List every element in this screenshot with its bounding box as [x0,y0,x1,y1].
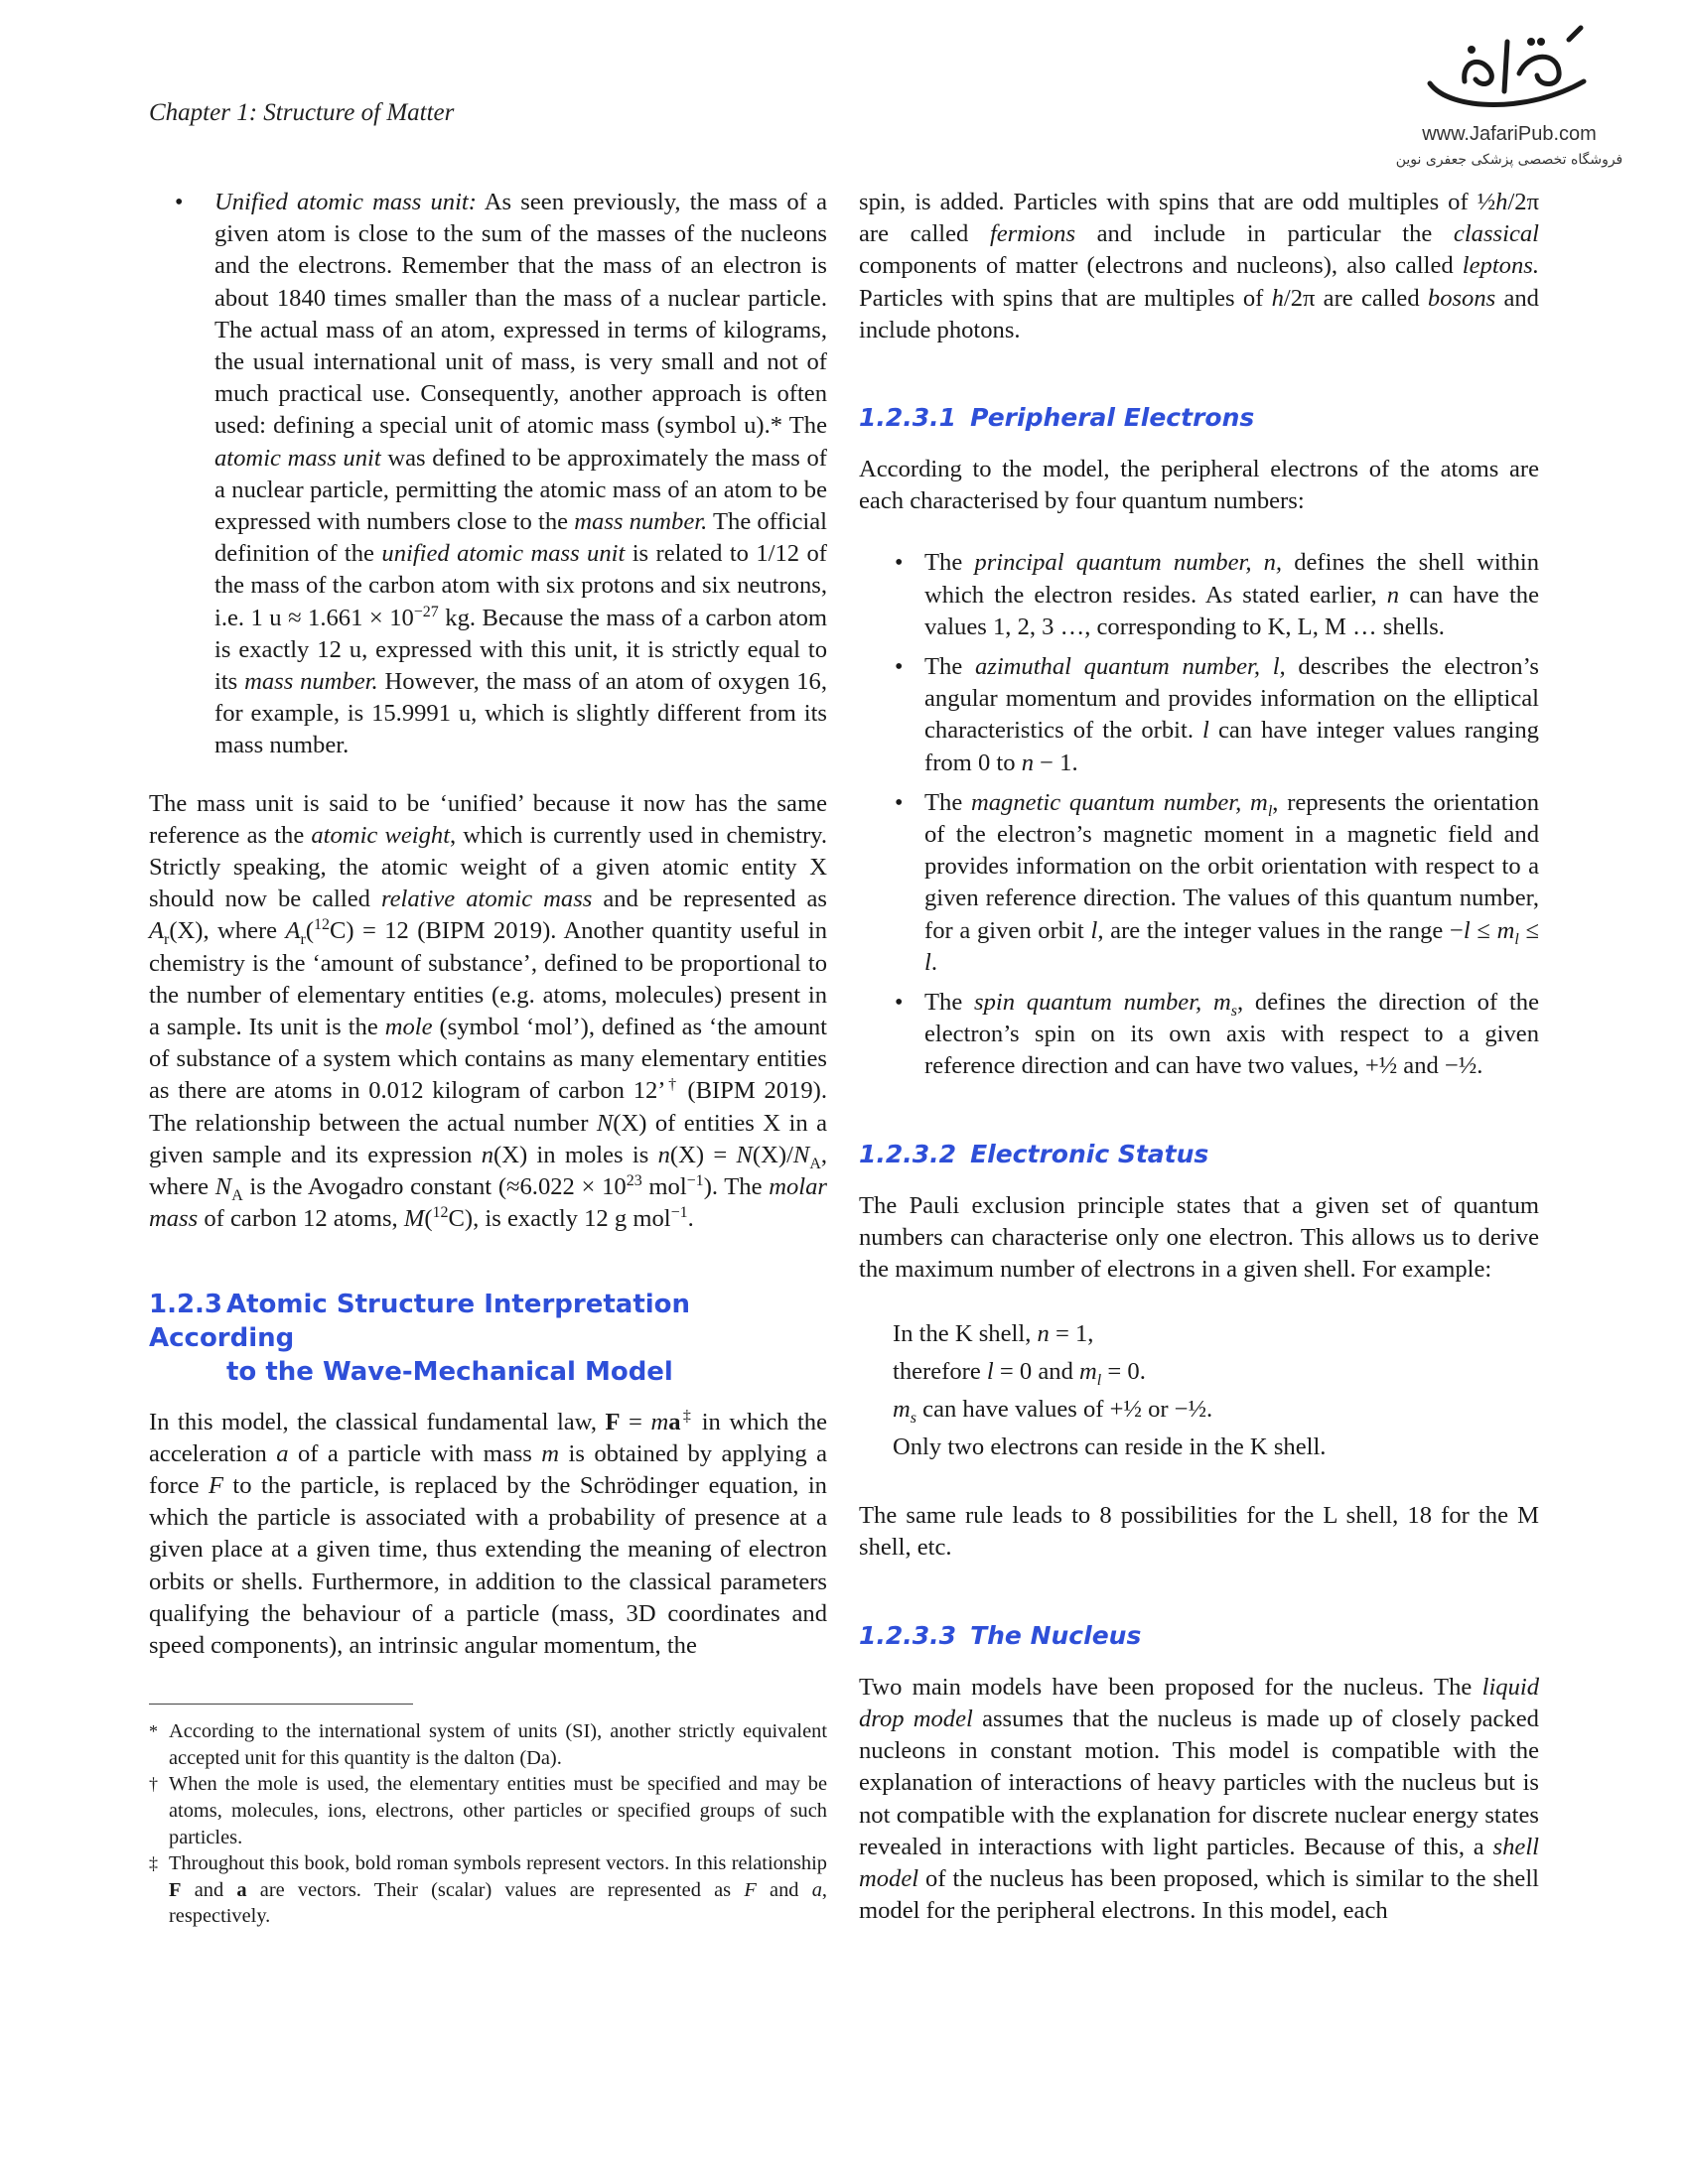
subsection-heading-peripheral-electrons: 1.2.3.1 Peripheral Electrons [859,403,1255,433]
footnote-3: ‡ Throughout this book, bold roman symbols represent vectors. In this relationship F and a are vectors. Their (scalar) values are represented as F and a, respectively. [149,1852,828,1928]
quantum-number-list [859,547,1539,1082]
list-item: • The principal quantum number, n, defines the shell within which the electron resides. As stated earlier, n can have the values 1, 2, 3 …, corresponding to K, L, M … shells. [859,547,1539,643]
example-line: therefore l = 0 and $m_l = 0$. [893,1358,1146,1390]
subsection-heading-electronic-status: 1.2.3.2 Electronic Status [859,1139,1209,1168]
section-heading-1-2-3 [149,1288,827,1389]
example-line: In the K shell, n = 1, [893,1320,1094,1348]
section-title-line2: to the Wave-Mechanical Model [226,1356,673,1387]
paragraph-quantum-intro: According to the model, the peripheral electrons of the atoms are each characterised by four quantum numbers: [859,456,1539,515]
list-item: • The azimuthal quantum number, l, describes the electron’s angular momentum and provides information on the elliptical characteristics of the orbit. l can have integer values ranging from 0 to n − 1. [859,651,1539,779]
footnote-2: † When the mole is used, the elementary entities must be specified and may be atoms, molecules, ions, electrons, other particles or specified groups of such particles. [149,1773,827,1848]
publisher-logo[interactable] [1395,22,1623,191]
footnote-1: * According to the international system of units (SI), another strictly equivalent accepted unit for this quantity is the dalton (Da). [149,1720,827,1769]
publisher-url[interactable]: www.JafariPub.com [1422,123,1597,145]
jafari-calligraphy-logo-icon [1410,22,1609,121]
publisher-tagline: فروشگاه تخصصی پزشکی جعفری نوین [1395,152,1623,168]
paragraph-spin: spin, is added. Particles with spins that are odd multiples of ½h/2π are called fermions and include in particular the classical components of matter (electrons and nucleons), also called leptons. Particles with spins that are multiples of h/2π are called bosons and include photons. [859,189,1539,343]
section-title-line1: Atomic Structure Interpretation According [149,1289,691,1353]
bullet-unified-atomic-mass-unit: • Unified atomic mass unit: As seen previously, the mass of a given atom is close to the sum of the masses of the nucleons and the electrons. Remember that the mass of an electron is about 1840 times smaller than the mass of a nuclear particle. The actual mass of an atom, expressed in terms of kilograms, the usual international unit of mass, is very small and not of much practical use. Consequently, another approach is often used: defining a special unit of atomic mass (symbol u).* The atomic mass unit was defined to be approximately the mass of a nuclear particle, permitting the atomic mass of an atom to be expressed with numbers close to the mass number. The official definition of the unified atomic mass unit is related to 1/12 of the mass of the carbon atom with six protons and six neutrons, i.e. 1 $u \approx 1.661 \times 10^{-27}$ kg. Because the mass of a carbon atom is exactly 12 u, expressed with this unit, it is strictly equal to its mass number. However, the mass of an atom of oxygen 16, for example, is 15.9991 u, which is slightly different from its mass number. [149,187,827,762]
left-column [149,187,827,1930]
example-line: Only two electrons can reside in the K shell. [893,1433,1327,1461]
list-item: • The spin quantum number, $m_s$, defines the direction of the electron’s spin on its own axis with respect to a given reference direction and can have two values, +½ and −½. [859,987,1539,1083]
paragraph-wave-model: In this model, the classical fundamental law, F = ma‡ in which the acceleration a of a particle with mass m is obtained by applying a force F to the particle, is replaced by the Schrödinger equation, in which the particle is associated with a probability of presence at a given place at a given time, thus extending the meaning of electron orbits or shells. Furthermore, in addition to the classical parameters qualifying the behaviour of a particle (mass, 3D coordinates and speed components), an intrinsic angular momentum, the [149,1407,828,1659]
paragraph-mass-unit: The mass unit is said to be ‘unified’ because it now has the same reference as the atomic weight, which is currently used in chemistry. Strictly speaking, the atomic weight of a given atomic entity X should now be called relative atomic mass and be represented as $A_r(X)$, where $A_r(^{12}C) = 12$ (BIPM 2019). Another quantity useful in chemistry is the ‘amount of substance’, defined to be proportional to the number of elementary entities (e.g. atoms, molecules) present in a sample. Its unit is the mole (symbol ‘mol’), defined as ‘the amount of substance of a system which contains as many elementary entities as there are atoms in 0.012 kilogram of carbon 12’† (BIPM 2019). The relationship between the actual number N(X) of entities X in a given sample and its expression n(X) in moles is $n(X) = N(X)/N_A$, where $N_A$ is the Avogadro constant ($\approx 6.022 \times 10^{23}$ mol$^{-1}$). The molar mass of carbon 12 atoms, M($^{12}$C), is exactly 12 g mol$^{-1}$. [149,789,828,1233]
paragraph-pauli: The Pauli exclusion principle states that a given set of quantum numbers can characterise only one electron. This allows us to derive the maximum number of electrons in a given shell. For example: [859,1191,1539,1284]
footnote-rule [149,1704,413,1705]
example-line: $m_s$ can have values of +½ or −½. [893,1396,1213,1428]
list-item: • The magnetic quantum number, $m_l$, represents the orientation of the electron’s magnetic moment in a magnetic field and provides information on the orbit orientation with respect to a given reference direction. The values of this quantum number, for a given orbit l, are the integer values in the range $-l \le m_l \le l$. [859,787,1539,979]
paragraph-shell-rule: The same rule leads to 8 possibilities for the L shell, 18 for the M shell, etc. [859,1502,1539,1562]
subsection-heading-nucleus: 1.2.3.3 The Nucleus [859,1620,1142,1650]
right-column [859,187,1539,1957]
k-shell-example [859,1315,1539,1466]
running-title: Chapter 1: Structure of Matter [149,99,455,126]
section-number: 1.2.3 [149,1289,223,1319]
paragraph-nucleus: Two main models have been proposed for the nucleus. The liquid drop model assumes that the nucleus is made up of closely packed nucleons in constant motion. This model is compatible with the explanation of interactions of heavy particles with the nucleus but is not compatible with the explanation for discrete nuclear energy states revealed in interactions with light particles. Because of this, a shell model of the nucleus has been proposed, which is similar to the shell model for the peripheral electrons. In this model, each [859,1673,1539,1925]
term: Unified atomic mass unit: [214,189,477,215]
